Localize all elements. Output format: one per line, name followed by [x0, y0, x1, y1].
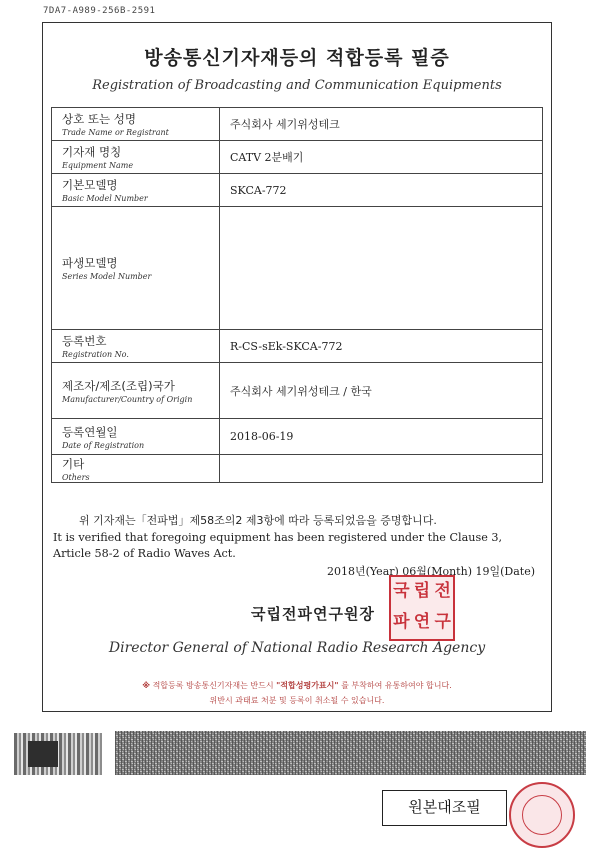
seal-char: 연 [413, 612, 431, 632]
certificate-frame [42, 22, 552, 712]
title-english: Registration of Broadcasting and Communication Equipments [92, 78, 502, 93]
notice-line2: 위반시 과태료 처분 및 등록이 취소될 수 있습니다. [209, 696, 385, 705]
value-trade-name: 주식회사 세기위성테크 [220, 108, 543, 141]
label-cell [52, 363, 220, 419]
registration-table [51, 107, 543, 483]
barcode-left [14, 733, 102, 775]
notice-line1-suffix: 를 부착하여 유통하여야 합니다. [341, 681, 452, 690]
label-korean: 기타 [62, 456, 85, 471]
label-korean: 제조자/제조(조립)국가 [62, 378, 175, 393]
label-english: Others [62, 472, 90, 482]
director-title-english: Director General of National Radio Research Agency [108, 640, 486, 656]
label-cell [52, 207, 220, 330]
value-others [220, 455, 543, 483]
row-series-model [52, 207, 543, 330]
seal-char: 립 [413, 581, 431, 601]
label-korean: 등록연월일 [62, 424, 118, 439]
label-english: Equipment Name [62, 161, 134, 170]
row-trade-name [52, 108, 543, 141]
value-series-model [220, 207, 543, 330]
label-english: Registration No. [62, 350, 129, 359]
notice-line1-prefix: 적합등록 방송통신기자재는 반드시 [152, 681, 274, 690]
value-equipment-name: CATV 2분배기 [220, 141, 543, 174]
row-date-of-registration [52, 419, 543, 455]
value-date-of-registration: 2018-06-19 [220, 419, 543, 455]
director-title-korean: 국립전파연구원장 [251, 605, 375, 623]
statement-english-line1: It is verified that foregoing equipment has been registered under the Clause 3, [53, 530, 503, 544]
label-english: Trade Name or Registrant [62, 128, 169, 137]
label-korean: 기자재 명칭 [62, 145, 122, 159]
round-seal-inner [522, 795, 562, 835]
label-cell [52, 141, 220, 174]
statement-english-line2: Article 58-2 of Radio Waves Act. [53, 547, 236, 560]
notice-line1 [43, 678, 551, 693]
statement-korean: 위 기자재는「전파법」제58조의2 제3항에 따라 등록되었음을 증명합니다. [79, 514, 437, 527]
issue-date: 2018년(Year) 06월(Month) 19일(Date) [326, 565, 535, 578]
label-cell [52, 419, 220, 455]
notice-emphasis: "적합성평가표시" [276, 681, 339, 690]
row-basic-model [52, 174, 543, 207]
value-basic-model: SKCA-772 [220, 174, 543, 207]
label-english: Basic Model Number [62, 194, 148, 203]
label-english: Series Model Number [62, 272, 152, 281]
label-korean: 등록번호 [62, 334, 107, 348]
label-korean: 파생모델명 [62, 256, 118, 270]
seal-char: 파 [393, 612, 410, 632]
seal-char: 국 [393, 581, 410, 601]
label-english: Manufacturer/Country of Origin [62, 394, 193, 404]
label-cell [52, 174, 220, 207]
label-korean: 기본모델명 [62, 178, 118, 192]
round-seal-icon [509, 782, 575, 848]
value-manufacturer: 주식회사 세기위성테크 / 한국 [220, 363, 543, 419]
row-registration-no [52, 330, 543, 363]
seal-char: 구 [434, 612, 451, 632]
document-number: 7DA7-A989-256B-2591 [43, 6, 156, 16]
row-others [52, 455, 543, 483]
row-manufacturer [52, 363, 543, 419]
seal-char: 전 [434, 581, 451, 601]
title-korean: 방송통신기자재등의 적합등록 필증 [144, 47, 450, 69]
official-seal-square [389, 575, 455, 641]
value-registration-no: R-CS-sEk-SKCA-772 [220, 330, 543, 363]
certification-statement [53, 513, 543, 563]
label-english: Date of Registration [62, 440, 145, 450]
barcode-block [28, 741, 58, 767]
label-cell [52, 455, 220, 483]
notice [43, 678, 551, 708]
notice-mark: ※ [142, 681, 151, 690]
original-verified-stamp: 원본대조필 [382, 790, 507, 826]
label-korean: 상호 또는 성명 [62, 112, 136, 126]
barcode-strip [115, 731, 586, 775]
row-equipment-name [52, 141, 543, 174]
label-cell [52, 108, 220, 141]
label-cell [52, 330, 220, 363]
